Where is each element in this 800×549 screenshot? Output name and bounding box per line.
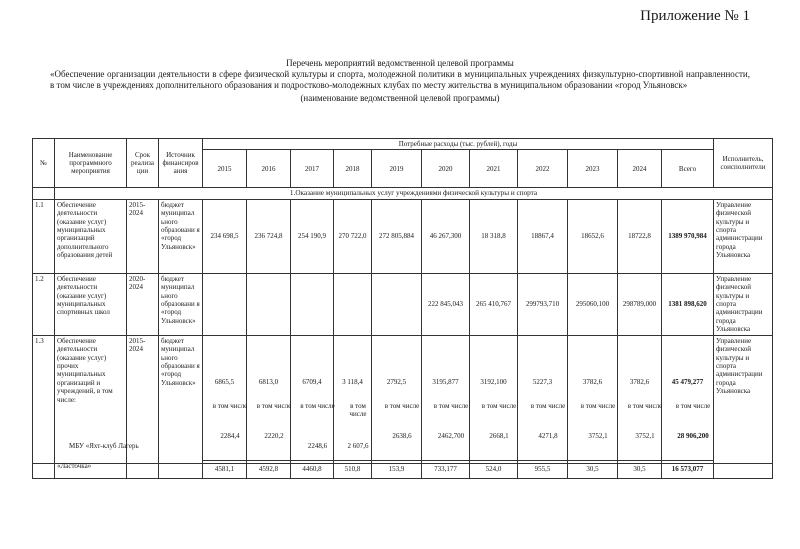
sub2-value: 30,5 <box>618 461 662 479</box>
row-value: 298789,000 <box>618 273 662 335</box>
row-name: «Ласточка» <box>55 461 127 479</box>
sub2-value: 4581,1 <box>203 461 247 479</box>
row-value <box>334 273 372 335</box>
row-term: 2020-2024 <box>127 273 159 335</box>
section-blank-cell <box>33 188 55 199</box>
program-name: «Обеспечение организации деятельности в сфере физической культуры и спорта, молодежной политики в муниципальных учреждениях физкультурно-спортивной направленности, в том числе в учреждениях дополнительного образования и подростково-молодежных клубах по месту жительства в муниципальном образовании «город Ульяновск» <box>50 69 750 90</box>
row-value: 6709,4 <box>291 335 334 463</box>
col-header-total: Всего <box>662 150 714 188</box>
incl-label: в том числе <box>580 402 616 410</box>
heading-title: Перечень мероприятий ведомственной целевой программы <box>286 58 514 68</box>
row-value <box>203 273 247 335</box>
incl-label: в том числе <box>349 402 367 419</box>
row-value <box>247 273 291 335</box>
sub1-value: 2668,1 <box>489 432 509 440</box>
sub1-value: 2 607,6 <box>347 442 369 450</box>
section-title: 1.Оказание муниципальных услуг учреждениями физической культуры и спорта <box>55 188 773 199</box>
sub1-name: МБУ «Яхт-клуб Лагерь <box>69 441 139 450</box>
row-value: 236 724,8 <box>247 199 291 273</box>
row-source <box>159 461 203 479</box>
program-caption: (наименование ведомственной целевой программы) <box>300 93 500 103</box>
incl-label: в том числе <box>212 402 248 410</box>
row-value: 272 805,884 <box>372 199 422 273</box>
row-executor: Управление физической культуры и спорта администрации города Ульяновска <box>714 199 773 273</box>
row-value: 18652,6 <box>568 199 618 273</box>
row-value: 299793,710 <box>518 273 568 335</box>
col-header-term: Срок реализа ции <box>127 139 159 188</box>
row-value: 3 118,4 <box>334 335 372 463</box>
row-value: 3782,6 <box>618 335 662 463</box>
incl-label: в том числе <box>530 402 566 410</box>
col-header-year: 2019 <box>372 150 422 188</box>
col-header-year: 2016 <box>247 150 291 188</box>
sub2-total: 16 573,077 <box>662 461 714 479</box>
sub2-value: 4592,8 <box>247 461 291 479</box>
measures-table <box>32 138 773 464</box>
row-no: 1.3 <box>33 335 55 463</box>
sub2-value: 524,0 <box>470 461 518 479</box>
row-name: Обеспечение деятельности (оказание услуг) муниципальных организаций дополнительного образования детей <box>55 199 127 273</box>
sub2-value: 4460,8 <box>291 461 334 479</box>
row-total: 45 479,277 <box>662 335 714 463</box>
incl-label: в том числе <box>675 402 711 410</box>
sub1-value: 3752,1 <box>635 432 655 440</box>
col-header-year: 2024 <box>618 150 662 188</box>
sub1-value: 2284,4 <box>220 432 240 440</box>
table-row <box>33 461 773 479</box>
sub1-value: 2220,2 <box>264 432 284 440</box>
col-header-name: Наименование программного мероприятия <box>55 139 127 188</box>
row-value: 3192,100 <box>470 335 518 463</box>
row-source: бюджет муниципал ьного образовани я «город Ульяновск» <box>159 199 203 273</box>
row-value: 6865,5 <box>203 335 247 463</box>
row-name: Обеспечение деятельности (оказание услуг) муниципальных спортивных школ <box>55 273 127 335</box>
table-row <box>33 335 773 463</box>
row-term: 2015-2024 <box>127 199 159 273</box>
row-value: 2792,5 <box>372 335 422 463</box>
sub1-value: 2248,6 <box>307 442 328 450</box>
incl-label: в том числе <box>256 402 292 410</box>
row-value <box>291 273 334 335</box>
appendix-number: Приложение № 1 <box>640 8 750 24</box>
row-source: бюджет муниципал ьного образовани я «город Ульяновск» <box>159 335 203 463</box>
row-executor: Управление физической культуры и спорта администрации города Ульяновска <box>714 273 773 335</box>
row-value: 234 698,5 <box>203 199 247 273</box>
sub2-value: 30,5 <box>568 461 618 479</box>
sub1-value: 4271,8 <box>538 432 558 440</box>
row-value: 3782,6 <box>568 335 618 463</box>
incl-label: в том числе <box>481 402 517 410</box>
incl-label: в том числе <box>433 402 469 410</box>
sub2-value: 153,9 <box>372 461 422 479</box>
sub1-value: 2462,700 <box>437 432 465 440</box>
row-value <box>372 273 422 335</box>
row-total: 1381 898,620 <box>662 273 714 335</box>
row-term: 2015-2024 <box>127 335 159 463</box>
row-value: 270 722,0 <box>334 199 372 273</box>
col-header-executor: Исполнитель, соисполнители <box>714 139 773 188</box>
col-header-costs: Потребные расходы (тыс. рублей), годы <box>203 139 714 150</box>
sub2-value: 955,5 <box>518 461 568 479</box>
row-no <box>33 461 55 479</box>
row-value: 6813,0 <box>247 335 291 463</box>
col-header-year: 2020 <box>422 150 470 188</box>
row-value: 5227,3 <box>518 335 568 463</box>
row-no: 1.1 <box>33 199 55 273</box>
incl-label: в том числе <box>384 402 420 410</box>
row-value: 295060,100 <box>568 273 618 335</box>
row-executor: Управление физической культуры и спорта администрации города Ульяновска <box>714 335 773 463</box>
table-row <box>33 273 773 335</box>
incl-label: в том числе <box>300 402 335 410</box>
row-value: 222 845,043 <box>422 273 470 335</box>
row-value: 18867,4 <box>518 199 568 273</box>
sub1-value: 2638,6 <box>392 432 412 440</box>
col-header-source: Источник финансиров ания <box>159 139 203 188</box>
col-header-year: 2017 <box>291 150 334 188</box>
col-header-year: 2023 <box>568 150 618 188</box>
row-value: 254 190,9 <box>291 199 334 273</box>
row-value: 18 318,8 <box>470 199 518 273</box>
col-header-year: 2018 <box>334 150 372 188</box>
col-header-year: 2015 <box>203 150 247 188</box>
sub2-value: 733,177 <box>422 461 470 479</box>
row-executor <box>714 461 773 479</box>
row-source: бюджет муниципал ьного образовани я «город Ульяновск» <box>159 273 203 335</box>
col-header-year: 2021 <box>470 150 518 188</box>
row-no: 1.2 <box>33 273 55 335</box>
table-row <box>33 199 773 273</box>
row-term <box>127 461 159 479</box>
row-value: 46 267,300 <box>422 199 470 273</box>
row-value: 265 410,767 <box>470 273 518 335</box>
sub2-value: 510,8 <box>334 461 372 479</box>
col-header-no: № <box>33 139 55 188</box>
sub1-value: 3752,1 <box>588 432 608 440</box>
row-value: 3195,877 <box>422 335 470 463</box>
document-heading <box>40 58 760 104</box>
row-value: 18722,8 <box>618 199 662 273</box>
col-header-year: 2022 <box>518 150 568 188</box>
incl-label: в том числе <box>627 402 663 410</box>
row-name-text: Обеспечение деятельности (оказание услуг) прочих муниципальных организаций и учреждений, в том числе: <box>57 336 113 404</box>
row-total: 1389 970,984 <box>662 199 714 273</box>
sub1-total: 28 906,200 <box>677 432 709 440</box>
sub-rows-table <box>32 460 773 479</box>
